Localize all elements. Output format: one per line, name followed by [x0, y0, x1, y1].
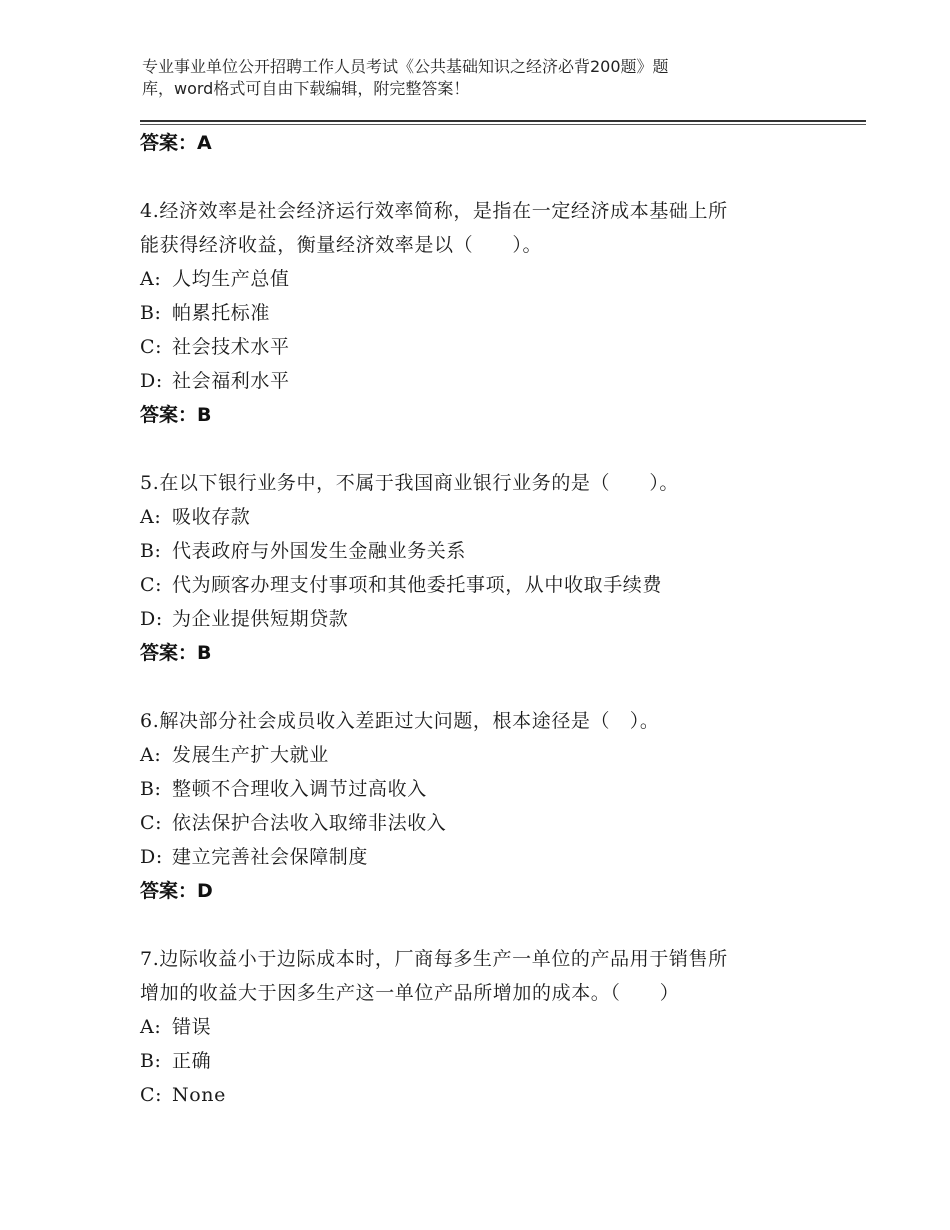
option-text: 为企业提供短期贷款 [172, 608, 349, 630]
question-7 [140, 942, 820, 1112]
option-d [140, 840, 820, 874]
option-a [140, 262, 820, 296]
option-text: 代表政府与外国发生金融业务关系 [172, 540, 467, 562]
option-key: A: [140, 744, 162, 766]
option-text: 依法保护合法收入取缔非法收入 [172, 812, 447, 834]
option-key: B: [140, 540, 162, 562]
option-text: 帕累托标准 [172, 302, 271, 324]
document-body [140, 126, 820, 1112]
header-line-2: 库，word格式可自由下载编辑，附完整答案！ [142, 79, 470, 98]
question-6 [140, 704, 820, 908]
option-c [140, 1078, 820, 1112]
header-line-1: 专业事业单位公开招聘工作人员考试《公共基础知识之经济必背200题》题 [142, 57, 669, 76]
question-text: 6.解决部分社会成员收入差距过大问题，根本途径是（ ）。 [140, 710, 660, 732]
spacer [140, 432, 820, 466]
option-text: 吸收存款 [172, 506, 251, 528]
option-key: D: [140, 608, 163, 630]
option-c [140, 330, 820, 364]
option-key: B: [140, 1050, 162, 1072]
option-key: D: [140, 370, 163, 392]
option-c [140, 568, 820, 602]
question-text: 5.在以下银行业务中，不属于我国商业银行业务的是（ ）。 [140, 472, 680, 494]
option-key: C: [140, 336, 163, 358]
option-a [140, 500, 820, 534]
header-divider-thin [140, 124, 866, 125]
option-a [140, 738, 820, 772]
answer: 答案：B [140, 642, 212, 664]
option-text: 正确 [172, 1050, 212, 1072]
option-b [140, 534, 820, 568]
option-text: 社会技术水平 [172, 336, 290, 358]
option-b [140, 296, 820, 330]
option-text: 建立完善社会保障制度 [172, 846, 369, 868]
question-text: 7.边际收益小于边际成本时，厂商每多生产一单位的产品用于销售所 [140, 948, 728, 970]
option-c [140, 806, 820, 840]
option-key: B: [140, 302, 162, 324]
question-4 [140, 194, 820, 432]
option-key: B: [140, 778, 162, 800]
answer-prev: 答案：A [140, 132, 212, 154]
option-key: A: [140, 506, 162, 528]
option-key: A: [140, 268, 162, 290]
option-d [140, 602, 820, 636]
answer: 答案：B [140, 404, 212, 426]
document-header [142, 56, 782, 100]
answer: 答案：D [140, 880, 213, 902]
option-key: C: [140, 1084, 163, 1106]
spacer [140, 908, 820, 942]
header-divider [140, 120, 866, 122]
option-b [140, 1044, 820, 1078]
option-key: A: [140, 1016, 162, 1038]
option-text: 人均生产总值 [172, 268, 290, 290]
spacer [140, 160, 820, 194]
option-key: C: [140, 574, 163, 596]
option-text: 错误 [172, 1016, 212, 1038]
option-d [140, 364, 820, 398]
question-text: 增加的收益大于因多生产这一单位产品所增加的成本。（ ） [140, 982, 680, 1004]
option-text: 代为顾客办理支付事项和其他委托事项，从中收取手续费 [172, 574, 663, 596]
question-text: 能获得经济收益，衡量经济效率是以（ ）。 [140, 234, 543, 256]
option-text: 社会福利水平 [172, 370, 290, 392]
option-text: 发展生产扩大就业 [172, 744, 329, 766]
question-text: 4.经济效率是社会经济运行效率简称，是指在一定经济成本基础上所 [140, 200, 728, 222]
option-key: D: [140, 846, 163, 868]
option-text: 整顿不合理收入调节过高收入 [172, 778, 427, 800]
question-5 [140, 466, 820, 670]
option-b [140, 772, 820, 806]
option-key: C: [140, 812, 163, 834]
option-text: None [172, 1084, 226, 1106]
spacer [140, 670, 820, 704]
option-a [140, 1010, 820, 1044]
